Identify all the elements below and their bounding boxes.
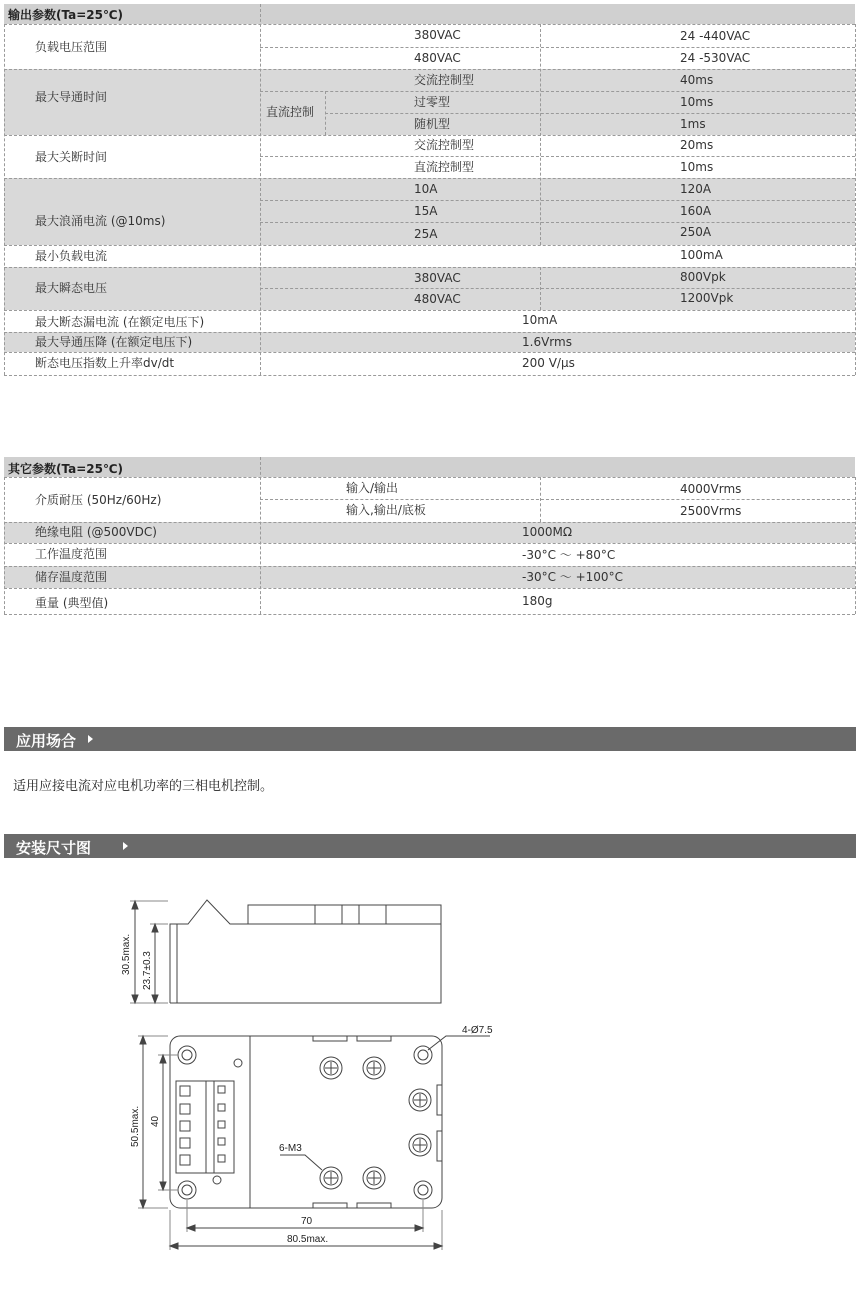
op-temp-label: 工作温度范围	[35, 547, 108, 561]
cell: 25A	[414, 227, 438, 241]
cell: 随机型	[414, 117, 451, 131]
application-text: 适用应接电流对应电机功率的三相电机控制。	[13, 779, 274, 794]
cell: 120A	[680, 182, 712, 196]
application-title: 应用场合	[16, 732, 77, 750]
cell: 160A	[680, 204, 712, 218]
cell: 交流控制型	[414, 138, 475, 152]
cell: 10A	[414, 182, 438, 196]
cell: 1.6Vrms	[522, 335, 572, 349]
cell: 交流控制型	[414, 73, 475, 87]
min-load-label: 最小负载电流	[35, 249, 108, 263]
cell: 480VAC	[414, 292, 461, 306]
dim-height-inner: 40	[150, 1115, 161, 1127]
cell: 380VAC	[414, 28, 461, 42]
other-header-title: 其它参数(Ta=25℃)	[8, 462, 123, 476]
cell: 1000MΩ	[522, 525, 573, 539]
storage-temp-label: 储存温度范围	[35, 570, 108, 584]
cell: 10ms	[680, 160, 714, 174]
cell: 24 -440VAC	[680, 29, 751, 43]
cell: 输入,输出/底板	[346, 503, 426, 517]
cell: 180g	[522, 594, 553, 608]
dvdt-label: 断态电压指数上升率dv/dt	[35, 356, 175, 370]
leakage-label: 最大断态漏电流 (在额定电压下)	[35, 315, 205, 329]
cell: 10mA	[522, 313, 558, 327]
cell: 15A	[414, 204, 438, 218]
dim-hole-label: 4-Ø7.5	[462, 1025, 493, 1036]
load-voltage-label: 负载电压范围	[35, 40, 108, 54]
cell: 40ms	[680, 73, 714, 87]
side-view	[130, 900, 441, 1003]
cell: 20ms	[680, 138, 714, 152]
cell: 200 V/μs	[522, 356, 575, 370]
cell: 2500Vrms	[680, 504, 742, 518]
max-off-time-label: 最大关断时间	[35, 150, 108, 164]
cell: 480VAC	[414, 51, 461, 65]
dim-width-max: 80.5max.	[287, 1234, 329, 1245]
cell: 直流控制	[266, 105, 315, 119]
insulation-label: 绝缘电阻 (@500VDC)	[35, 525, 157, 539]
transient-label: 最大瞬态电压	[35, 281, 108, 295]
dielectric-label: 介质耐压 (50Hz/60Hz)	[35, 493, 162, 507]
cell: 输入/输出	[346, 481, 399, 495]
cell: -30°C ～ +100°C	[522, 570, 623, 584]
cell: 800Vpk	[680, 270, 726, 284]
cell: 1ms	[680, 117, 706, 131]
cell: 24 -530VAC	[680, 51, 751, 65]
dim-width-inner: 70	[301, 1216, 313, 1227]
output-header-title: 输出参数(Ta=25℃)	[8, 8, 123, 22]
cell: 100mA	[680, 248, 723, 262]
dim-height-max: 50.5max.	[130, 1105, 141, 1147]
cell: 直流控制型	[414, 160, 475, 174]
cell: 380VAC	[414, 271, 461, 285]
drop-label: 最大导通压降 (在额定电压下)	[35, 335, 193, 349]
top-view	[138, 1036, 490, 1250]
dim-side-height: 23.7±0.3	[142, 951, 153, 990]
weight-label: 重量 (典型值)	[35, 596, 109, 610]
dimensions-title: 安装尺寸图	[16, 839, 92, 857]
max-on-time-label: 最大导通时间	[35, 90, 108, 104]
cell: 4000Vrms	[680, 482, 742, 496]
cell: -30°C ～ +80°C	[522, 548, 616, 562]
cell: 过零型	[414, 95, 451, 109]
dim-screw-label: 6-M3	[279, 1143, 302, 1154]
cell: 250A	[680, 225, 712, 239]
cell: 1200Vpk	[680, 291, 734, 305]
surge-label: 最大浪涌电流 (@10ms)	[35, 214, 166, 228]
cell: 10ms	[680, 95, 714, 109]
dim-side-max: 30.5max.	[121, 933, 132, 975]
